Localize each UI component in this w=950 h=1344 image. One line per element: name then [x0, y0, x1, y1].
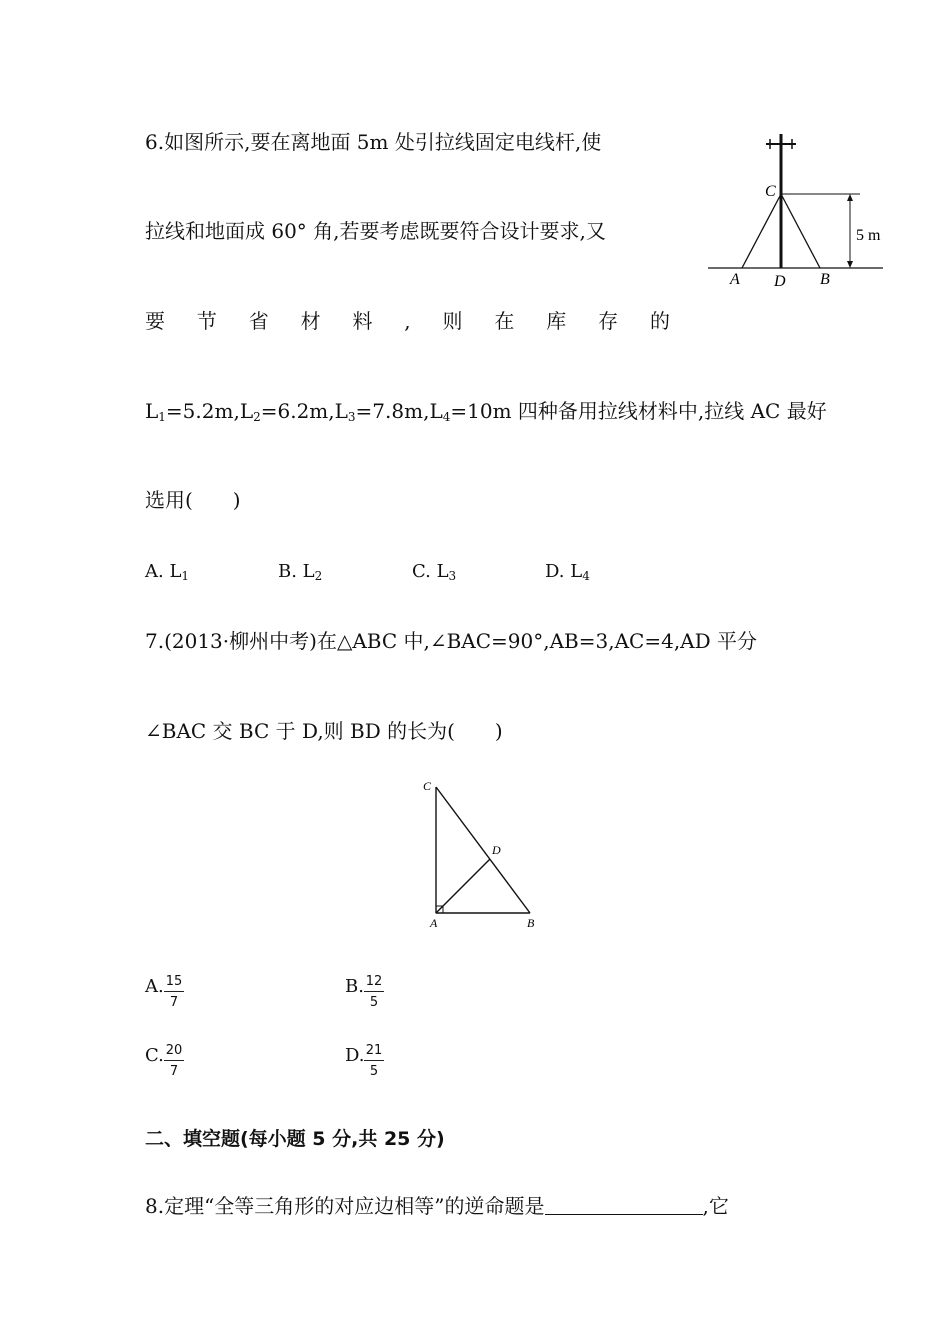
q6-line-3 — [145, 308, 670, 334]
option-label: A. L — [145, 561, 182, 582]
option-label: C. L — [412, 561, 449, 582]
label-d: D — [774, 273, 786, 290]
q6-option-b[interactable] — [278, 560, 322, 588]
q7-option-c-fraction — [164, 1044, 184, 1079]
numerator: 20 — [164, 1044, 184, 1061]
label-c: C — [423, 779, 432, 793]
q6-option-d[interactable] — [545, 560, 590, 588]
value-l3: =7.8m, — [355, 399, 430, 423]
q6-line-2: 拉线和地面成 60° 角,若要考虑既要符合设计要求,又 — [145, 219, 606, 243]
q6-line-1: 6.如图所示,要在离地面 5m 处引拉线固定电线杆,使 — [145, 130, 602, 154]
q6-line-5: 选用( ) — [145, 488, 241, 512]
label-b: B — [527, 916, 535, 930]
option-label: D. L — [545, 561, 583, 582]
answer-blank[interactable] — [545, 1196, 703, 1215]
var-l2: L — [239, 399, 254, 423]
q7-option-d-fraction — [364, 1044, 384, 1079]
numerator: 15 — [164, 975, 184, 992]
option-sub: 4 — [582, 569, 590, 583]
bisector-ad — [436, 859, 490, 913]
wire-cb — [781, 194, 820, 268]
sub-1: 1 — [158, 410, 166, 424]
q8-text-after: ,它 — [702, 1194, 729, 1218]
var-l4: L — [429, 399, 443, 423]
label-b: B — [820, 271, 830, 288]
label-a: A — [730, 271, 740, 288]
label-c: C — [765, 183, 776, 200]
denominator: 7 — [169, 995, 179, 1010]
q7-option-d[interactable]: D. — [345, 1045, 365, 1066]
q8-text-before: 8.定理“全等三角形的对应边相等”的逆命题是 — [145, 1194, 545, 1218]
var-l1: L — [145, 399, 159, 423]
q6-option-c[interactable] — [412, 560, 456, 588]
q7-option-a-fraction — [164, 975, 184, 1010]
q6-line-3-char: 存 — [598, 309, 619, 333]
q6-line-3-char: 节 — [196, 309, 217, 333]
triangle-figure — [415, 775, 550, 935]
q6-line-3-char: 则 — [442, 309, 463, 333]
numerator: 21 — [364, 1044, 384, 1061]
numerator: 12 — [364, 975, 384, 992]
arrow-up — [847, 194, 853, 201]
option-sub: 2 — [314, 569, 323, 583]
wire-ca — [742, 194, 781, 268]
q7-line-1: 7.(2013·柳州中考)在△ABC 中,∠BAC=90°,AB=3,AC=4,AD 平分 — [145, 629, 758, 653]
q6-line-4 — [145, 398, 827, 430]
q6-line-3-char: 要 — [145, 309, 165, 333]
q6-line-3-char: 材 — [300, 309, 321, 333]
sub-4: 4 — [442, 410, 451, 424]
var-l3: L — [334, 399, 348, 423]
value-l4: =10m 四种备用拉线材料中,拉线 AC 最好 — [450, 399, 827, 423]
option-label: B. L — [278, 561, 315, 582]
value-l1: =5.2m, — [165, 399, 240, 423]
q6-line-3-char: 的 — [649, 309, 670, 333]
pole-figure — [700, 130, 900, 295]
option-sub: 1 — [181, 569, 190, 583]
q8-line-1 — [145, 1193, 729, 1219]
q7-option-c[interactable]: C. — [145, 1045, 164, 1066]
denominator: 7 — [169, 1064, 179, 1079]
q7-line-2: ∠BAC 交 BC 于 D,则 BD 的长为( ) — [145, 719, 503, 743]
option-sub: 3 — [448, 569, 457, 583]
q6-line-3-char: 料 — [352, 309, 373, 333]
denominator: 5 — [369, 995, 379, 1010]
q7-option-a[interactable]: A. — [145, 976, 164, 997]
label-height: 5 m — [856, 227, 881, 244]
q7-option-b-fraction — [364, 975, 384, 1010]
q6-line-3-char: , — [404, 309, 411, 333]
q6-option-a[interactable] — [145, 560, 189, 588]
label-a: A — [430, 916, 438, 930]
section-heading: 二、填空题(每小题 5 分,共 25 分) — [145, 1128, 445, 1150]
q6-line-3-char: 在 — [494, 309, 515, 333]
q6-line-3-char: 库 — [546, 309, 567, 333]
value-l2: =6.2m, — [260, 399, 335, 423]
denominator: 5 — [369, 1064, 379, 1079]
q7-option-b[interactable]: B. — [345, 976, 364, 997]
side-bc — [436, 787, 530, 913]
sub-3: 3 — [347, 410, 356, 424]
label-d: D — [492, 843, 501, 857]
sub-2: 2 — [253, 410, 261, 424]
arrow-down — [847, 261, 853, 268]
q6-line-3-char: 省 — [248, 309, 269, 333]
